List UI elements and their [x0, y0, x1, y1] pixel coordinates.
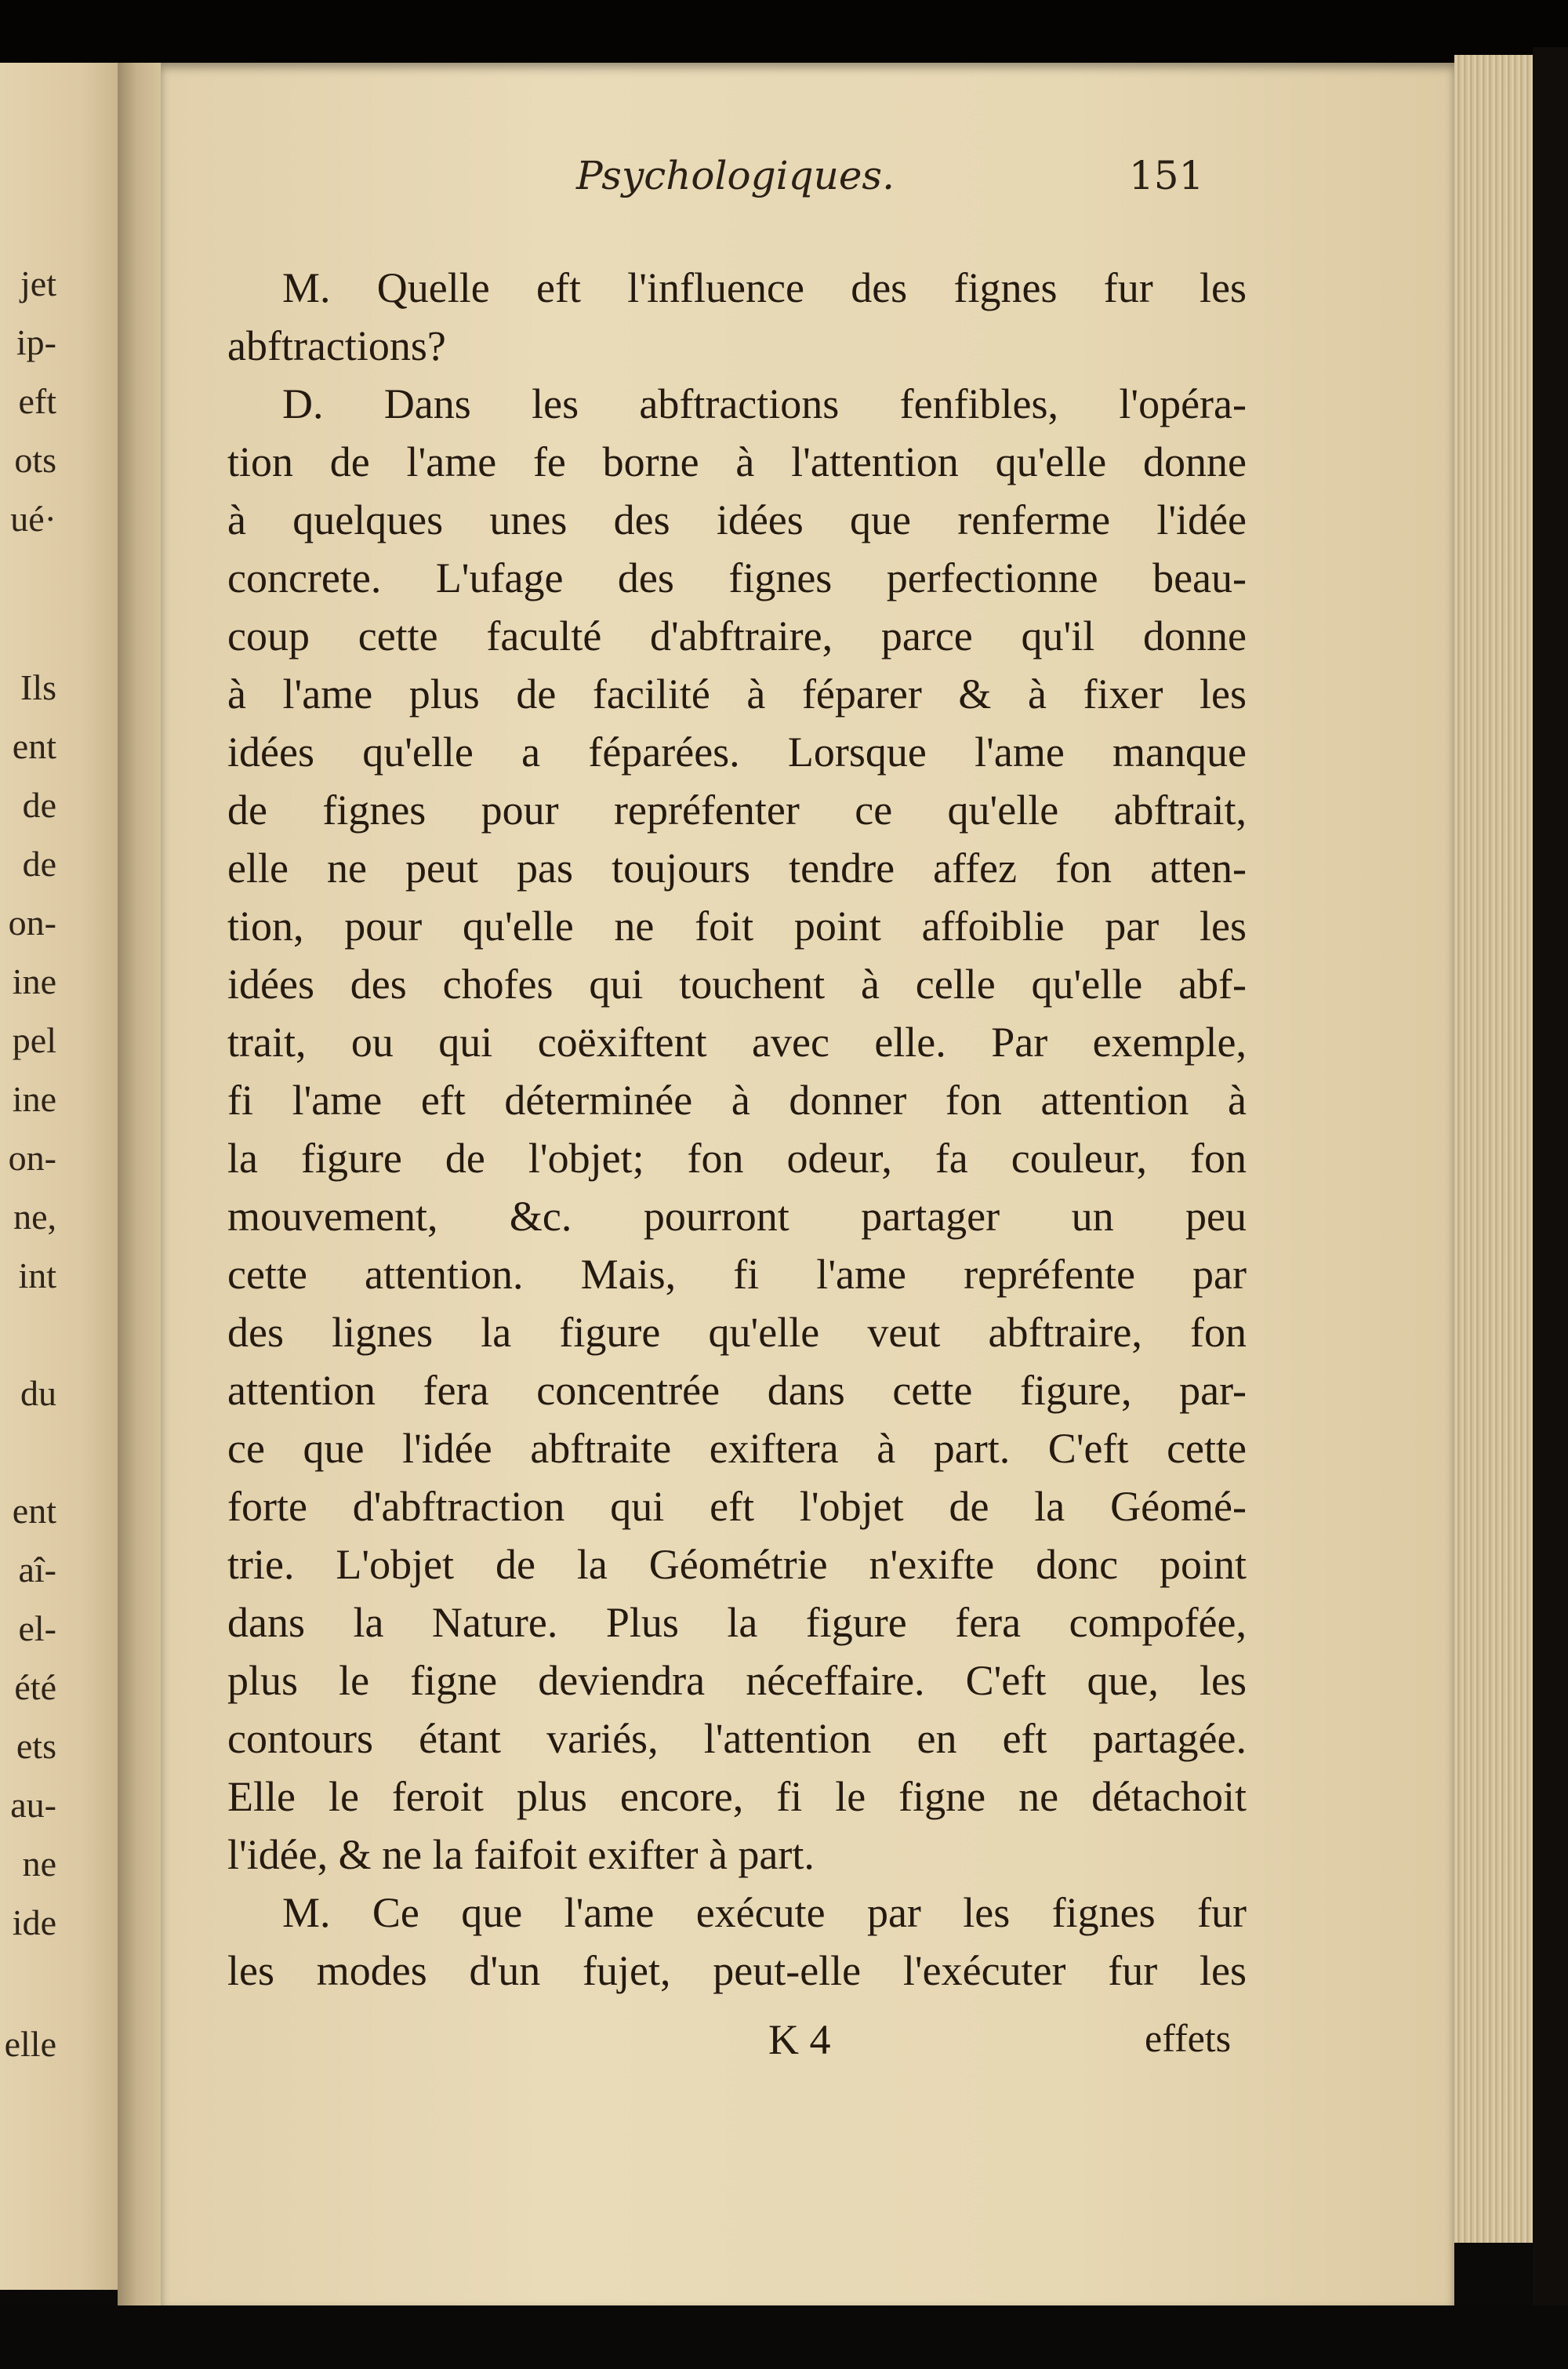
page-edges: [1454, 55, 1533, 2243]
text-line: tion, pour qu'elle ne foit point affoiblie par les: [227, 903, 1247, 950]
text-line: de fignes pour repréfenter ce qu'elle abftrait,: [227, 787, 1247, 834]
gutter: [118, 63, 165, 2305]
left-page-fragment: au-: [10, 1785, 56, 1825]
left-page-fragment: on-: [8, 903, 56, 943]
left-page-fragment: ne,: [13, 1197, 56, 1237]
text-line: mouvement, &c. pourront partager un peu: [227, 1193, 1247, 1240]
left-page-fragment: el-: [18, 1608, 56, 1648]
text-line: des lignes la figure qu'elle veut abftraire, fon: [227, 1309, 1247, 1356]
text-line: M. Quelle eft l'influence des fignes fur les: [282, 264, 1247, 311]
text-line: les modes d'un fujet, peut-elle l'exécuter fur les: [227, 1947, 1247, 1994]
text-line: plus le figne deviendra néceffaire. C'eft que, les: [227, 1657, 1247, 1704]
text-line: abftractions?: [227, 322, 446, 369]
top-background: [0, 0, 1568, 63]
left-page-fragment: ots: [14, 440, 56, 480]
left-page-fragment: ent: [12, 726, 56, 766]
left-page-fragment: ip-: [16, 322, 56, 362]
left-page-fragment: ent: [12, 1491, 56, 1531]
text-line: forte d'abftraction qui eft l'objet de la Géomé-: [227, 1483, 1247, 1530]
left-page-fragment: pel: [12, 1020, 56, 1060]
left-page-fragment: de: [22, 844, 56, 884]
left-page-fragment: ué·: [10, 499, 56, 539]
left-page-fragment: du: [20, 1373, 56, 1413]
text-line: l'idée, & ne la faifoit exifter à part.: [227, 1831, 815, 1878]
text-line: trait, ou qui coëxiftent avec elle. Par exemple,: [227, 1019, 1247, 1066]
text-line: cette attention. Mais, fi l'ame repréfente par: [227, 1251, 1247, 1298]
text-line: trie. L'objet de la Géométrie n'exifte donc point: [227, 1541, 1247, 1588]
text-line: la figure de l'objet; fon odeur, fa couleur, fon: [227, 1135, 1247, 1182]
text-line: tion de l'ame fe borne à l'attention qu'elle donne: [227, 438, 1247, 485]
text-line: idées qu'elle a féparées. Lorsque l'ame manque: [227, 729, 1247, 776]
text-line: concrete. L'ufage des fignes perfectionne beau-: [227, 554, 1247, 601]
signature-mark: K 4: [768, 2016, 831, 2063]
left-page-fragment: elle: [4, 2024, 56, 2064]
left-page-fragment: ine: [12, 961, 56, 1001]
left-page-fragment: eft: [18, 381, 56, 421]
left-page-fragment: aî-: [18, 1550, 56, 1590]
left-page: [0, 63, 118, 2290]
left-page-fragment: ets: [16, 1726, 56, 1766]
left-page-fragment: ide: [12, 1902, 56, 1942]
left-page-fragment: ine: [12, 1079, 56, 1119]
left-page-fragment: été: [14, 1667, 56, 1707]
text-line: ce que l'idée abftraite exiftera à part. C'eft cette: [227, 1425, 1247, 1472]
text-line: à quelques unes des idées que renferme l'idée: [227, 496, 1247, 543]
left-page-fragment: jet: [20, 263, 56, 303]
left-page-fragment: de: [22, 785, 56, 825]
bottom-background: [0, 2305, 1568, 2369]
catchword: effets: [1145, 2016, 1232, 2060]
text-line: contours étant variés, l'attention en eft partagée.: [227, 1715, 1247, 1762]
text-line: D. Dans les abftractions fenfibles, l'opéra-: [282, 380, 1247, 427]
text-line: attention fera concentrée dans cette figure, par-: [227, 1367, 1247, 1414]
right-background: [1533, 47, 1568, 2369]
text-line: M. Ce que l'ame exécute par les fignes fur: [282, 1889, 1247, 1936]
text-line: Elle le feroit plus encore, fi le figne ne détachoit: [227, 1773, 1247, 1820]
body-text: [227, 259, 1247, 2000]
left-page-fragment: Ils: [20, 667, 56, 707]
text-line: à l'ame plus de facilité à féparer & à fixer les: [227, 670, 1247, 718]
text-line: dans la Nature. Plus la figure fera compofée,: [227, 1599, 1247, 1646]
text-line: fi l'ame eft déterminée à donner fon attention à: [227, 1077, 1247, 1124]
text-line: coup cette faculté d'abftraire, parce qu'il donne: [227, 612, 1247, 659]
page-number: 151: [1129, 153, 1204, 198]
left-page-fragment: ne: [22, 1844, 56, 1884]
running-head: Psychologiques.: [576, 153, 895, 198]
left-page-fragment: on-: [8, 1138, 56, 1178]
text-line: idées des chofes qui touchent à celle qu'elle abf-: [227, 961, 1247, 1008]
page-footer: [227, 2015, 1262, 2078]
left-page-fragment: int: [18, 1255, 56, 1295]
text-line: elle ne peut pas toujours tendre affez fon atten-: [227, 845, 1247, 892]
